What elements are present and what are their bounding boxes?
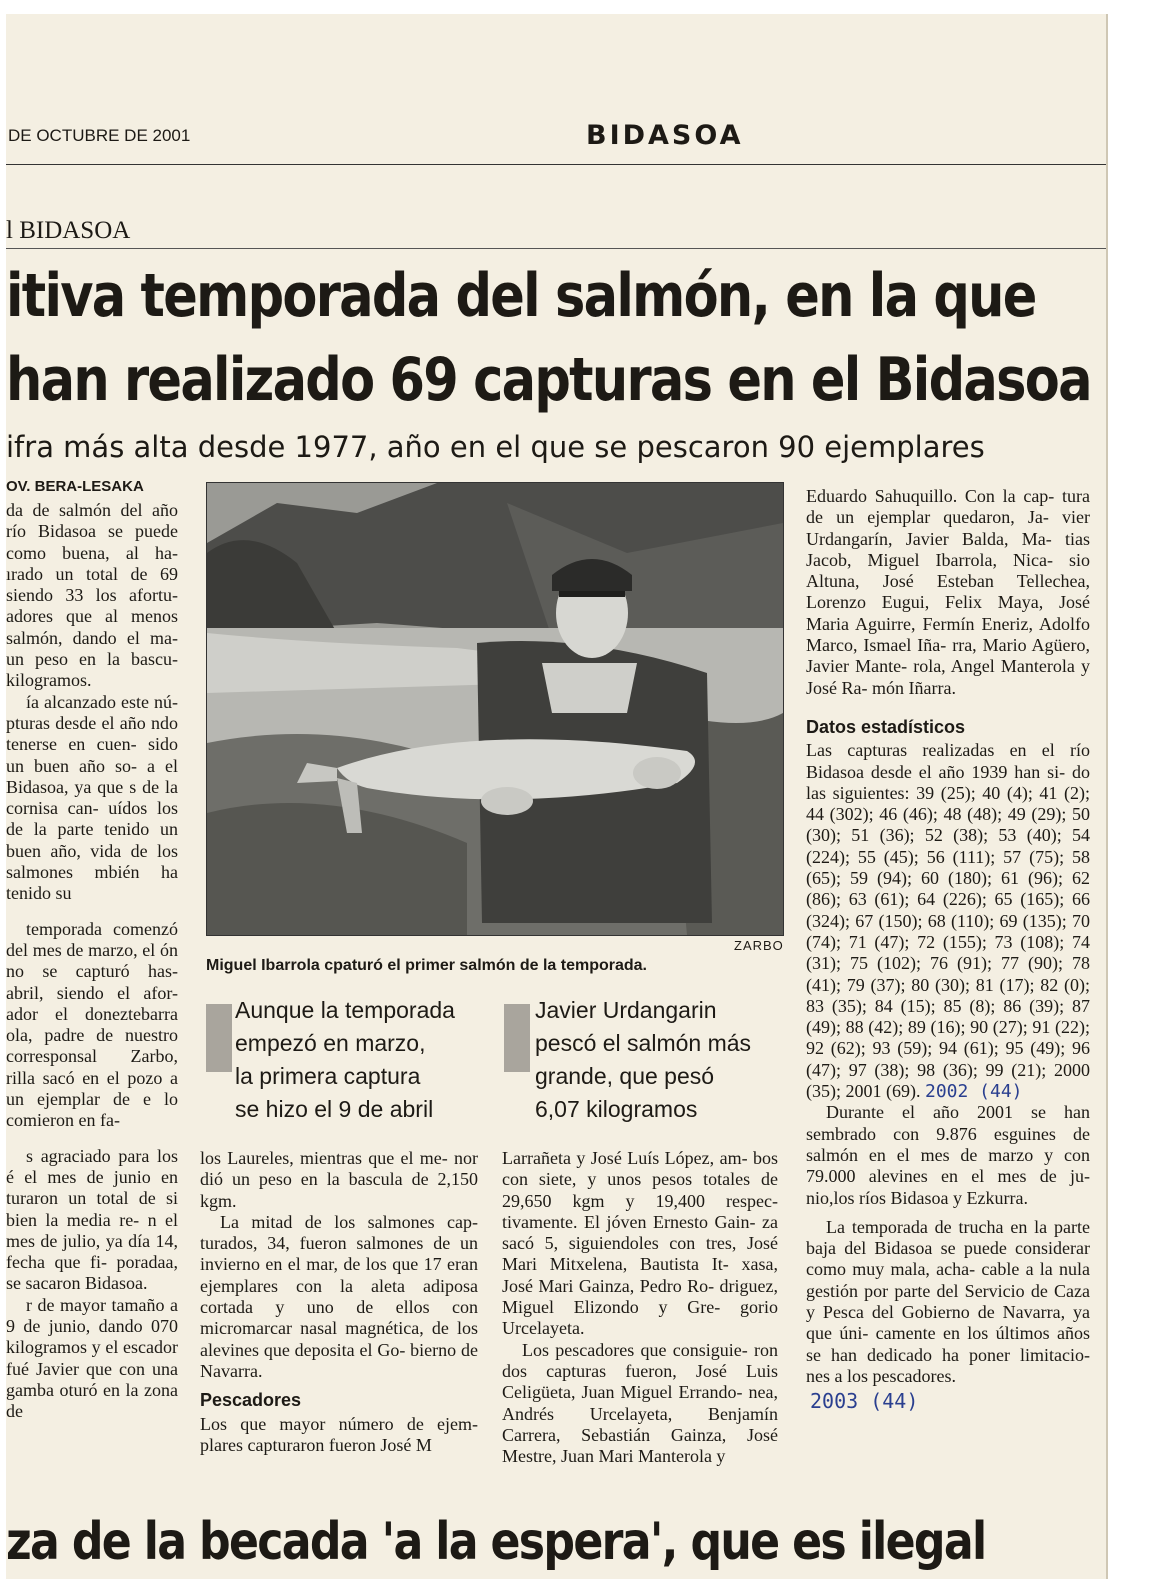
col4-paragraph-2: Las capturas realizadas en el río Bidasoa desde el año 1939 han si- do las siguientes: 39 (25); 40 (4); 41 (2); 44 (302); 46 (46); 48 (48); 49 (29); 50 (30); 51 (36); 52 (38); 53 (40); 54 (224); 55 (45); 56 (111); 57 (75); 58 (65); 59 (94); 60 (180); 61 (96); 62 (86); 63 (61); 64 (226); 65 (165); 66 (324); 67 (150); 68 (110); 69 (135); 70 (74); 71 (47); 72 (155); 73 (108); 74 (31); 75 (102); 76 (91); 77 (90); 78 (41); 79 (37); 80 (30); 81 (17); 82 (0); 83 (35); 84 (15); 85 (8); 86 (39); 87 (49); 88 (42); 89 (16); 90 (27); 91 (22); 92 (62); 93 (59); 94 (61); 95 (49); 96 (47); 97 (38); 98 (36); 99 (21); 2000 (35); 2001 (69). 2002 (44) <box>806 740 1090 1103</box>
header-rule <box>6 164 1106 165</box>
byline: OV. BERA-LESAKA <box>6 478 144 495</box>
section-label: l BIDASOA <box>6 217 131 244</box>
headline-line-1: itiva temporada del salmón, en la que <box>6 261 1036 331</box>
newspaper-clipping <box>6 14 1108 1579</box>
handwritten-note-2003: 2003 (44) <box>810 1389 919 1414</box>
col2-paragraph-1: los Laureles, mientras que el me- nor dió un peso en la bascula de 2,150 kgm. <box>200 1148 478 1211</box>
handwritten-note-2002: 2002 (44) <box>924 1081 1023 1103</box>
photo-caption: Miguel Ibarrola cpaturó el primer salmón de la temporada. <box>206 957 647 974</box>
pull-quote-bar-left <box>206 1004 232 1072</box>
salmon-photo <box>206 482 784 936</box>
col2-paragraph-2: La mitad de los salmones cap- turados, 34, fueron salmones de un invierno en el mar, de los que 17 eran ejemplares con la aleta adiposa cortada y uno de ellos con micromarcar nasal magnética, de los alevines que deposita el Go- bierno de Navarra. <box>200 1211 478 1381</box>
pull-quote-bar-right <box>504 1004 530 1072</box>
col1-paragraph-2: ía alcanzado este nú- pturas desde el año ndo tenerse en cuen- sido un buen año so- a el Bidasoa, ya que s de la cornisa can- uídos los de la parte tenido un buen año, vida de los salmones mbién ha tenido su <box>6 691 178 904</box>
section-rule <box>6 248 1106 249</box>
issue-date: DE OCTUBRE DE 2001 <box>8 126 191 145</box>
col4-paragraph-4: La temporada de trucha en la parte baja del Bidasoa se puede considerar como muy mala, acha- cable a la nula gestión por parte del Servicio de Caza y Pesca del Gobierno de Navarra, ya que úni- camente en los últimos años se han dedicado ha poner limitacio- nes a los pescadores. <box>806 1216 1090 1386</box>
headline-line-2: han realizado 69 capturas en el Bidasoa <box>6 345 1091 415</box>
subheadline: ifra más alta desde 1977, año en el que se pescaron 90 ejemplares <box>6 430 985 464</box>
col1-paragraph-4: s agraciado para los é el mes de junio en turaron un total de si bien la media re- n el mes de julio, ya día 14, fecha que fi- poradaa, se sacaron Bidasoa. <box>6 1145 178 1294</box>
col4-heading: Datos estadísticos <box>806 716 966 737</box>
section-name: BIDASOA <box>586 120 744 151</box>
col4-paragraph-1: Eduardo Sahuquillo. Con la cap- tura de un ejemplar quedaron, Ja- vier Urdangarín, Javier Balda, Ma- tias Jacob, Miguel Ibarrola, Nica- sio Altuna, José Esteban Tellechea, Lorenzo Eugui, Felix Maya, José Maria Aguirre, Fermín Eneriz, Adolfo Marco, Ismael Iña- rra, Mario Agüero, Javier Mante- rola, Angel Manterola y José Ra- món Iñarra. <box>806 486 1090 698</box>
col3-paragraph-1: Larrañeta y José Luís López, am- bos con siete, y unos pesos totales de 29,650 kgm y 19,400 respec- tivamente. El jóven Ernesto Gain- za sacó 5, siguiendoles con tres, José Mari Mitxelena, Bautista It- xasa, José Mari Gainza, Pedro Ro- driguez, Miguel Elizondo y Gre- gorio Urcelayeta. <box>502 1148 778 1339</box>
column-4 <box>806 486 1090 1412</box>
col1-paragraph-3: temporada comenzó del mes de marzo, el ón no se capturó has- abril, siendo el afor- ador el doneztebarra ola, padre de nuestro corresponsal Zarbo, rilla sacó en el pozo a un ejemplar de e lo comieron en fa- <box>6 918 178 1131</box>
col1-paragraph-5: r de mayor tamaño a 9 de junio, dando 070 kilogramos y el escador fué Javier que con una gamba oturó en la zona de <box>6 1294 178 1422</box>
col2-paragraph-3: Los que mayor número de ejem- plares capturaron fueron José M <box>200 1413 478 1455</box>
photo-credit: ZARBO <box>734 938 784 953</box>
pull-quote-left: Aunque la temporada empezó en marzo, la primera captura se hizo el 9 de abril <box>235 997 455 1122</box>
column-1 <box>6 500 178 1422</box>
column-3 <box>502 1148 778 1467</box>
col4-paragraph-3: Durante el año 2001 se han sembrado con 9.876 esguines de salmón en el mes de marzo y con 79.000 alevines en el mes de ju- nio,los ríos Bidasoa y Ezkurra. <box>806 1102 1090 1208</box>
pull-quote-right: Javier Urdangarin pescó el salmón más grande, que pesó 6,07 kilogramos <box>535 997 752 1122</box>
column-2 <box>200 1148 478 1456</box>
col3-paragraph-2: Los pescadores que consiguie- ron dos capturas fueron, José Luis Celigüeta, Juan Miguel Errando- nea, Andrés Urcelayeta, Benjamín Carrera, Sebastián Gainza, José Mestre, Juan Mari Manterola y <box>502 1339 778 1467</box>
col2-heading: Pescadores <box>200 1390 302 1411</box>
next-article-headline: za de la becada 'a la espera', que es ilegal <box>6 1512 986 1572</box>
col1-paragraph-1: da de salmón del año río Bidasoa se puede como buena, al ha- ırado un total de 69 siendo 33 los afortu- adores que al menos salmón, dando el ma- un peso en la bascu- kilogramos. <box>6 500 178 691</box>
